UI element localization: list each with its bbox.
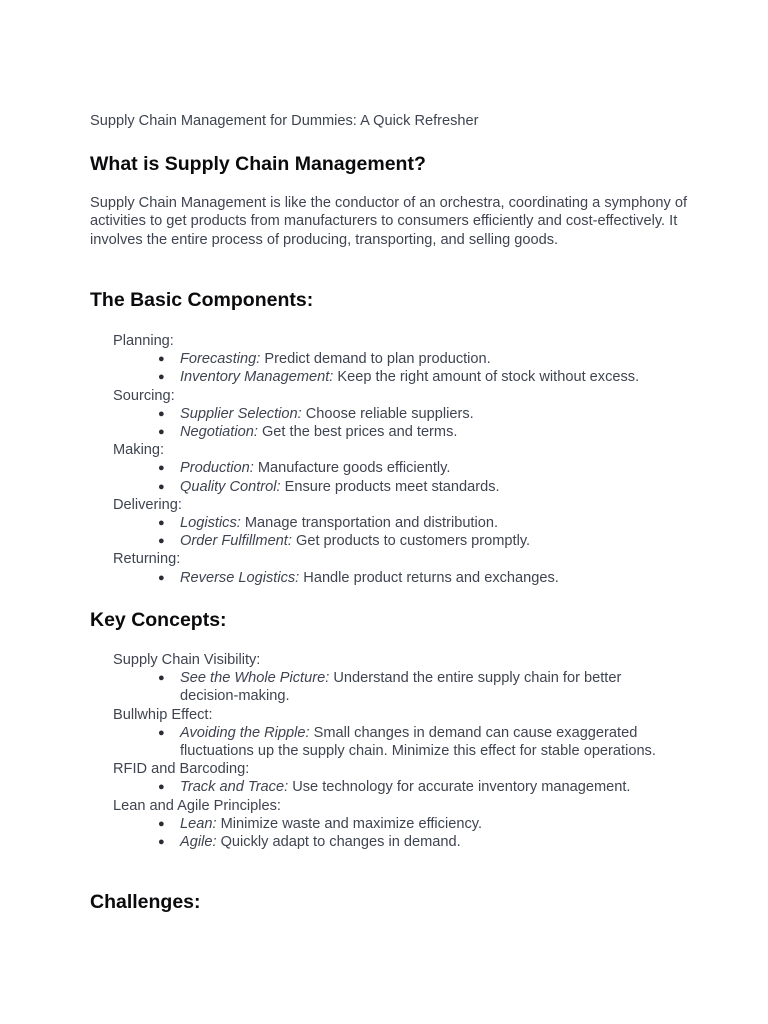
item-term: Lean: — [180, 815, 217, 832]
item-text: Manage transportation and distribution. — [240, 515, 499, 532]
list-item — [113, 478, 673, 496]
item-term: Agile: — [180, 834, 217, 851]
item-text: Get products to customers promptly. — [291, 533, 531, 550]
bullet-list — [113, 669, 673, 705]
heading-basic-components: The Basic Components: — [90, 289, 314, 311]
item-text: Use technology for accurate inventory management. — [288, 779, 631, 796]
list-item — [113, 669, 673, 705]
list-item — [113, 833, 673, 851]
item-text: Quickly adapt to changes in demand. — [216, 834, 461, 851]
item-term: Logistics: — [180, 515, 241, 532]
bullet-icon: ● — [158, 426, 165, 439]
item-text: Keep the right amount of stock without excess. — [333, 369, 640, 386]
list-item — [113, 514, 673, 532]
list-item — [113, 778, 673, 796]
item-term: Track and Trace: — [180, 779, 289, 796]
item-term: Avoiding the Ripple: — [180, 724, 310, 741]
bullet-list — [113, 815, 673, 851]
bullet-icon: ● — [158, 836, 165, 849]
group-label: Delivering: — [113, 496, 182, 513]
group-label: Making: — [113, 442, 165, 459]
list-item — [113, 815, 673, 833]
bullet-icon: ● — [158, 672, 165, 685]
bullet-icon: ● — [158, 517, 165, 530]
group-label: Sourcing: — [113, 387, 175, 404]
group-label: RFID and Barcoding: — [113, 761, 250, 778]
bullet-icon: ● — [158, 571, 165, 584]
heading-key-concepts: Key Concepts: — [90, 609, 227, 631]
item-term: See the Whole Picture: — [180, 670, 330, 687]
group-label: Lean and Agile Principles: — [113, 797, 281, 814]
item-text: Get the best prices and terms. — [257, 424, 458, 441]
bullet-list — [113, 724, 673, 760]
item-term: Negotiation: — [180, 424, 258, 441]
item-text: Manufacture goods efficiently. — [253, 460, 451, 477]
item-text: Minimize waste and maximize efficiency. — [216, 815, 483, 832]
bullet-icon: ● — [158, 781, 165, 794]
list-item — [113, 368, 673, 386]
list-item — [113, 724, 673, 760]
bullet-list — [113, 514, 673, 550]
bullet-icon: ● — [158, 535, 165, 548]
bullet-list — [113, 350, 673, 386]
item-text: Choose reliable suppliers. — [301, 405, 474, 422]
item-term: Quality Control: — [180, 478, 281, 495]
list-item — [113, 350, 673, 368]
bullet-icon: ● — [158, 726, 165, 739]
item-text: Ensure products meet standards. — [280, 478, 500, 495]
item-term: Forecasting: — [180, 351, 261, 368]
bullet-icon: ● — [158, 371, 165, 384]
bullet-list — [113, 459, 673, 495]
list-item — [113, 405, 673, 423]
group-label: Returning: — [113, 551, 181, 568]
group-label: Bullwhip Effect: — [113, 706, 213, 723]
bullet-list — [113, 778, 673, 796]
document-title: Supply Chain Management for Dummies: A Quick Refresher — [90, 113, 479, 129]
bullet-icon: ● — [158, 817, 165, 830]
bullet-icon: ● — [158, 462, 165, 475]
item-term: Production: — [180, 460, 254, 477]
group-label: Supply Chain Visibility: — [113, 652, 261, 668]
bullet-icon: ● — [158, 480, 165, 493]
bullet-icon: ● — [158, 353, 165, 366]
list-item — [113, 532, 673, 550]
basic-components-list — [113, 332, 673, 587]
item-text: Understand the entire supply chain for better decision-making. — [180, 670, 622, 705]
heading-challenges: Challenges: — [90, 891, 201, 913]
list-item — [113, 423, 673, 441]
group-label: Planning: — [113, 333, 174, 349]
item-text: Predict demand to plan production. — [260, 351, 491, 368]
list-item — [113, 569, 673, 587]
bullet-list — [113, 569, 673, 587]
bullet-list — [113, 405, 673, 441]
key-concepts-list — [113, 651, 673, 851]
item-text: Small changes in demand can cause exaggerated fluctuations up the supply chain. Minimize this effect for stable operations. — [180, 724, 656, 760]
item-term: Supplier Selection: — [180, 405, 302, 422]
bullet-icon: ● — [158, 407, 165, 420]
item-term: Inventory Management: — [180, 369, 334, 386]
heading-what-is: What is Supply Chain Management? — [90, 153, 426, 175]
intro-paragraph: Supply Chain Management is like the conductor of an orchestra, coordinating a symphony of activities to get products from manufacturers to consumers efficiently and cost-effectively. It involves the entire process of producing, transporting, and selling goods. — [90, 195, 688, 248]
item-text: Handle product returns and exchanges. — [299, 569, 559, 586]
list-item — [113, 459, 673, 477]
item-term: Reverse Logistics: — [180, 569, 300, 586]
item-term: Order Fulfillment: — [180, 533, 292, 550]
